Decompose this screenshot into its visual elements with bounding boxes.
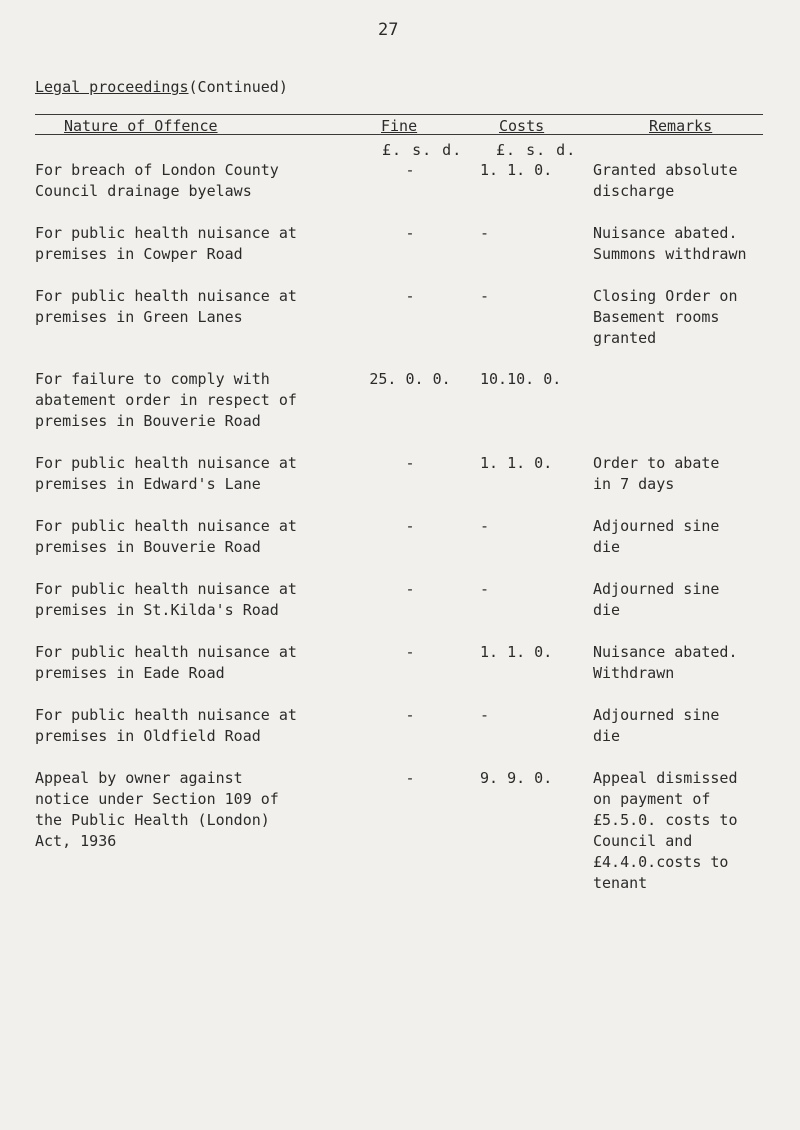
costs-cell: 1. 1. 0.: [480, 161, 553, 179]
costs-cell: 10.10. 0.: [480, 370, 562, 388]
table-top-rule: [35, 114, 763, 115]
section-heading-suffix: (Continued): [188, 78, 288, 96]
offence-cell: For public health nuisance at premises in Eade Road: [35, 643, 297, 682]
column-header-remarks: Remarks: [649, 117, 713, 135]
offence-cell: For public health nuisance at premises in Green Lanes: [35, 287, 297, 326]
offence-cell: For public health nuisance at premises in Edward's Lane: [35, 454, 297, 493]
remarks-cell: Appeal dismissed on payment of £5.5.0. costs to Council and £4.4.0.costs to tenant: [593, 769, 738, 892]
page-number: 27: [378, 20, 399, 40]
costs-cell: 1. 1. 0.: [480, 643, 553, 661]
costs-cell: 1. 1. 0.: [480, 454, 553, 472]
offence-cell: Appeal by owner against notice under Section 109 of the Public Health (London) Act, 1936: [35, 769, 279, 850]
fine-cell: -: [405, 224, 415, 242]
remarks-cell: Closing Order on Basement rooms granted: [593, 287, 738, 347]
column-header-fine: Fine: [381, 117, 418, 135]
costs-cell: -: [480, 224, 490, 242]
offence-cell: For breach of London County Council drainage byelaws: [35, 161, 279, 200]
column-header-costs: Costs: [499, 117, 545, 135]
remarks-cell: Order to abate in 7 days: [593, 454, 720, 493]
fine-cell: -: [405, 580, 415, 598]
offence-cell: For public health nuisance at premises in Cowper Road: [35, 224, 297, 263]
costs-cell: -: [480, 706, 490, 724]
remarks-cell: Adjourned sine die: [593, 706, 720, 745]
fine-cell: -: [405, 517, 415, 535]
fine-cell: 25. 0. 0.: [369, 370, 451, 388]
offence-cell: For failure to comply with abatement order in respect of premises in Bouverie Road: [35, 370, 297, 430]
costs-cell: -: [480, 517, 490, 535]
fine-cell: -: [405, 287, 415, 305]
table-header-rule: [35, 134, 763, 135]
column-header-nature: Nature of Offence: [64, 117, 218, 135]
remarks-cell: Nuisance abated. Withdrawn: [593, 643, 738, 682]
section-heading: [35, 78, 288, 96]
fine-cell: -: [405, 454, 415, 472]
costs-cell: 9. 9. 0.: [480, 769, 553, 787]
remarks-cell: Nuisance abated. Summons withdrawn: [593, 224, 747, 263]
remarks-cell: Adjourned sine die: [593, 517, 720, 556]
fine-cell: -: [405, 769, 415, 787]
remarks-cell: Granted absolute discharge: [593, 161, 738, 200]
fine-cell: -: [405, 706, 415, 724]
fine-cell: -: [405, 161, 415, 179]
offence-cell: For public health nuisance at premises in Bouverie Road: [35, 517, 297, 556]
offence-cell: For public health nuisance at premises in Oldfield Road: [35, 706, 297, 745]
costs-cell: -: [480, 287, 490, 305]
fine-cell: -: [405, 643, 415, 661]
costs-units: £. s. d.: [496, 141, 577, 159]
costs-cell: -: [480, 580, 490, 598]
fine-units: £. s. d.: [382, 141, 463, 159]
offence-cell: For public health nuisance at premises in St.Kilda's Road: [35, 580, 297, 619]
remarks-cell: Adjourned sine die: [593, 580, 720, 619]
section-heading-title: Legal proceedings: [35, 78, 189, 96]
